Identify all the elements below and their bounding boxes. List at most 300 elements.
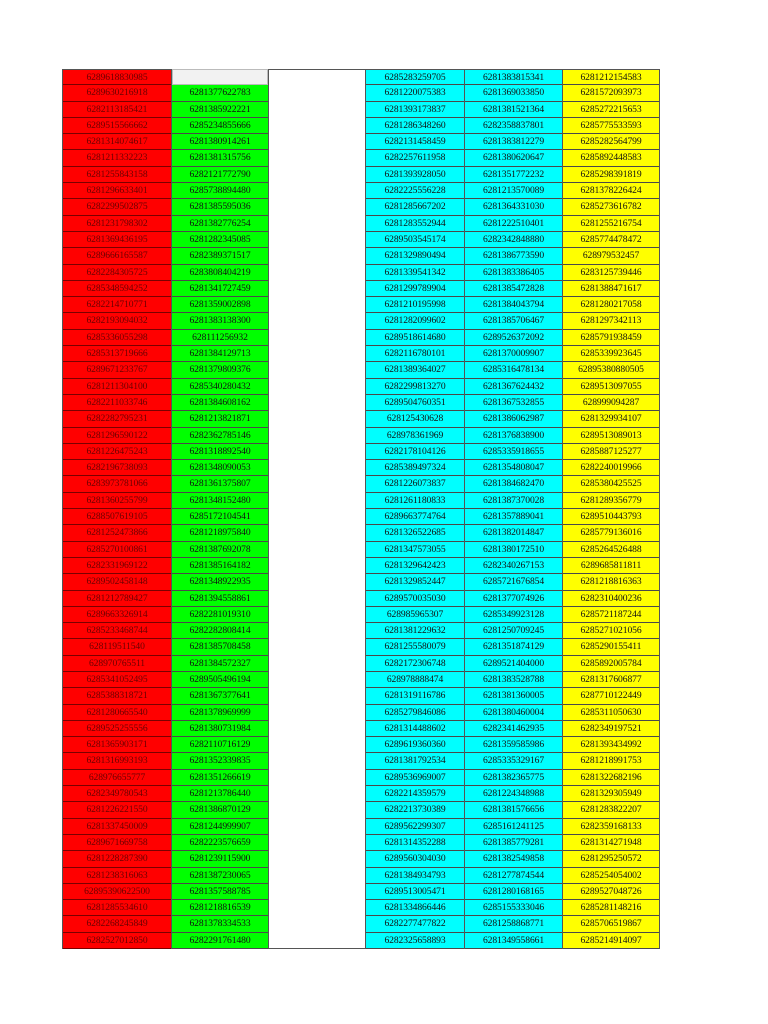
- cell[interactable]: 6285290155411: [563, 639, 659, 655]
- cell[interactable]: 6285233468744: [63, 623, 171, 639]
- cell[interactable]: 6282131458459: [366, 134, 464, 150]
- cell[interactable]: 6285161241125: [465, 819, 562, 835]
- cell[interactable]: 6282116780101: [366, 346, 464, 362]
- cell[interactable]: 6285887125277: [563, 444, 659, 460]
- cell[interactable]: 6283125739446: [563, 265, 659, 281]
- cell[interactable]: 6281393434992: [563, 737, 659, 753]
- cell[interactable]: 6281211332223: [63, 150, 171, 166]
- cell[interactable]: 6281393173837: [366, 102, 464, 118]
- cell[interactable]: 6282358837801: [465, 118, 562, 134]
- cell[interactable]: 6281231798302: [63, 216, 171, 232]
- cell[interactable]: 6285779136016: [563, 525, 659, 541]
- cell[interactable]: 6281252473866: [63, 525, 171, 541]
- cell[interactable]: 6281285534610: [63, 900, 171, 916]
- cell[interactable]: 6281213786440: [172, 786, 268, 802]
- cell[interactable]: 6282268245849: [63, 916, 171, 932]
- cell[interactable]: 6282172306748: [366, 656, 464, 672]
- cell[interactable]: 6282299813270: [366, 379, 464, 395]
- cell[interactable]: 6281387692078: [172, 542, 268, 558]
- cell[interactable]: 628976655777: [63, 770, 171, 786]
- cell[interactable]: 6281218816539: [172, 900, 268, 916]
- cell[interactable]: 6281387370028: [465, 493, 562, 509]
- cell[interactable]: 6281314074617: [63, 134, 171, 150]
- cell[interactable]: 6281283822207: [563, 802, 659, 818]
- cell[interactable]: 6281369436195: [63, 232, 171, 248]
- cell[interactable]: 6281280665540: [63, 705, 171, 721]
- cell[interactable]: 6281382365775: [465, 770, 562, 786]
- cell[interactable]: 6281380620647: [465, 150, 562, 166]
- cell[interactable]: 6282299502875: [63, 199, 171, 215]
- cell[interactable]: 6281367532855: [465, 395, 562, 411]
- cell[interactable]: 6289671669758: [63, 835, 171, 851]
- cell[interactable]: 6282281019310: [172, 607, 268, 623]
- cell[interactable]: 6281317606877: [563, 672, 659, 688]
- cell[interactable]: 6281226221550: [63, 802, 171, 818]
- cell[interactable]: [269, 85, 365, 101]
- cell[interactable]: 6281383138300: [172, 313, 268, 329]
- cell[interactable]: 6281378226424: [563, 183, 659, 199]
- cell[interactable]: [269, 558, 365, 574]
- cell[interactable]: [269, 330, 365, 346]
- cell[interactable]: [269, 362, 365, 378]
- cell[interactable]: 6281364331030: [465, 199, 562, 215]
- cell[interactable]: 6281277874544: [465, 868, 562, 884]
- cell[interactable]: [269, 737, 365, 753]
- cell[interactable]: 6281337450009: [63, 819, 171, 835]
- cell[interactable]: 6281255216754: [563, 216, 659, 232]
- cell[interactable]: 6285348594252: [63, 281, 171, 297]
- cell[interactable]: 6282349197521: [563, 721, 659, 737]
- cell[interactable]: [269, 623, 365, 639]
- cell[interactable]: 6281351266619: [172, 770, 268, 786]
- cell[interactable]: 6285264526488: [563, 542, 659, 558]
- cell[interactable]: 6281378334533: [172, 916, 268, 932]
- cell[interactable]: 6281357889041: [465, 509, 562, 525]
- cell[interactable]: 6281329642423: [366, 558, 464, 574]
- cell[interactable]: 6285234855666: [172, 118, 268, 134]
- cell[interactable]: 6281289356779: [563, 493, 659, 509]
- cell[interactable]: 6289525255556: [63, 721, 171, 737]
- cell[interactable]: 6289513089013: [563, 428, 659, 444]
- cell[interactable]: [269, 525, 365, 541]
- cell[interactable]: 6281388471617: [563, 281, 659, 297]
- cell[interactable]: 6281380460004: [465, 705, 562, 721]
- cell[interactable]: 6281367624432: [465, 379, 562, 395]
- cell[interactable]: 6285254054002: [563, 868, 659, 884]
- cell[interactable]: 6281384682470: [465, 476, 562, 492]
- cell[interactable]: 6281211304100: [63, 379, 171, 395]
- cell[interactable]: 6281369033850: [465, 85, 562, 101]
- cell[interactable]: 6289562299307: [366, 819, 464, 835]
- cell[interactable]: 6285774478472: [563, 232, 659, 248]
- cell[interactable]: [269, 639, 365, 655]
- cell[interactable]: [269, 118, 365, 134]
- cell[interactable]: 6281365903171: [63, 737, 171, 753]
- cell[interactable]: 628978888474: [366, 672, 464, 688]
- cell[interactable]: 6282340267153: [465, 558, 562, 574]
- cell[interactable]: 6288507619105: [63, 509, 171, 525]
- cell[interactable]: 6281213570089: [465, 183, 562, 199]
- cell[interactable]: 6281244999907: [172, 819, 268, 835]
- cell[interactable]: 6285279846086: [366, 705, 464, 721]
- cell[interactable]: 6281378969999: [172, 705, 268, 721]
- cell[interactable]: 6282196738093: [63, 460, 171, 476]
- cell[interactable]: 62895380880505: [563, 362, 659, 378]
- cell[interactable]: 6283973781066: [63, 476, 171, 492]
- cell[interactable]: [269, 916, 365, 932]
- cell[interactable]: 6281213821871: [172, 411, 268, 427]
- cell[interactable]: 6281329890494: [366, 248, 464, 264]
- cell[interactable]: 6281382014847: [465, 525, 562, 541]
- cell[interactable]: 6281389364027: [366, 362, 464, 378]
- cell[interactable]: 6289630216918: [63, 85, 171, 101]
- cell[interactable]: [269, 900, 365, 916]
- cell[interactable]: 6282341462935: [465, 721, 562, 737]
- cell[interactable]: 6281329852447: [366, 574, 464, 590]
- cell[interactable]: 6281384572327: [172, 656, 268, 672]
- cell[interactable]: [269, 248, 365, 264]
- cell[interactable]: 6282223576659: [172, 835, 268, 851]
- cell[interactable]: 6281380172510: [465, 542, 562, 558]
- cell[interactable]: 6285775533593: [563, 118, 659, 134]
- cell[interactable]: 6281381315756: [172, 150, 268, 166]
- cell[interactable]: 6289504760351: [366, 395, 464, 411]
- cell[interactable]: 6281210195998: [366, 297, 464, 313]
- cell[interactable]: 6281329934107: [563, 411, 659, 427]
- cell[interactable]: 6281382776254: [172, 216, 268, 232]
- cell[interactable]: 6281322682196: [563, 770, 659, 786]
- cell[interactable]: 6282193094032: [63, 313, 171, 329]
- cell[interactable]: [269, 69, 365, 85]
- cell[interactable]: [269, 199, 365, 215]
- cell[interactable]: 6281238316063: [63, 868, 171, 884]
- cell[interactable]: 6282178104126: [366, 444, 464, 460]
- cell[interactable]: 6285283259705: [366, 69, 464, 85]
- cell[interactable]: [269, 933, 365, 949]
- cell[interactable]: 6289527048726: [563, 884, 659, 900]
- cell[interactable]: 6281370009907: [465, 346, 562, 362]
- cell[interactable]: 6281382549858: [465, 851, 562, 867]
- cell[interactable]: 6281383815341: [465, 69, 562, 85]
- cell[interactable]: 6282225556228: [366, 183, 464, 199]
- cell[interactable]: 6281212154583: [563, 69, 659, 85]
- cell[interactable]: [269, 460, 365, 476]
- cell[interactable]: 6282282808414: [172, 623, 268, 639]
- cell[interactable]: 6282211033746: [63, 395, 171, 411]
- cell[interactable]: [269, 819, 365, 835]
- cell[interactable]: 6281283552944: [366, 216, 464, 232]
- cell[interactable]: 6281314352288: [366, 835, 464, 851]
- cell[interactable]: 6282342848880: [465, 232, 562, 248]
- cell[interactable]: 6281258868771: [465, 916, 562, 932]
- cell[interactable]: [269, 265, 365, 281]
- cell[interactable]: [269, 509, 365, 525]
- cell[interactable]: [269, 232, 365, 248]
- cell[interactable]: 6289502458148: [63, 574, 171, 590]
- cell[interactable]: 6282214710771: [63, 297, 171, 313]
- cell[interactable]: 6281218975840: [172, 525, 268, 541]
- cell[interactable]: 628985965307: [366, 607, 464, 623]
- cell[interactable]: 6285336055298: [63, 330, 171, 346]
- cell[interactable]: 6285892005784: [563, 656, 659, 672]
- cell[interactable]: 6281285667202: [366, 199, 464, 215]
- cell[interactable]: 6289518614680: [366, 330, 464, 346]
- cell[interactable]: 6289663326914: [63, 607, 171, 623]
- cell[interactable]: 6281385779281: [465, 835, 562, 851]
- cell[interactable]: 6289685811811: [563, 558, 659, 574]
- cell[interactable]: 6285791938459: [563, 330, 659, 346]
- cell[interactable]: [269, 150, 365, 166]
- cell[interactable]: 6281282345085: [172, 232, 268, 248]
- cell[interactable]: 6281361375807: [172, 476, 268, 492]
- cell[interactable]: 6281383386405: [465, 265, 562, 281]
- cell[interactable]: 6289618830985: [63, 69, 171, 85]
- cell[interactable]: 6281314271948: [563, 835, 659, 851]
- cell[interactable]: 6281319116786: [366, 688, 464, 704]
- cell[interactable]: 6281384129713: [172, 346, 268, 362]
- cell[interactable]: 6289503545174: [366, 232, 464, 248]
- cell[interactable]: [269, 802, 365, 818]
- cell[interactable]: 6285155333046: [465, 900, 562, 916]
- cell[interactable]: 628125430628: [366, 411, 464, 427]
- cell[interactable]: 6289515566662: [63, 118, 171, 134]
- cell[interactable]: [269, 183, 365, 199]
- cell[interactable]: [269, 216, 365, 232]
- cell[interactable]: [269, 297, 365, 313]
- cell[interactable]: 6281394558861: [172, 591, 268, 607]
- cell[interactable]: [269, 705, 365, 721]
- cell[interactable]: 6281384934793: [366, 868, 464, 884]
- cell[interactable]: 6282389371517: [172, 248, 268, 264]
- cell[interactable]: 6285272215653: [563, 102, 659, 118]
- cell[interactable]: [269, 281, 365, 297]
- cell[interactable]: [269, 574, 365, 590]
- cell[interactable]: 6281261180833: [366, 493, 464, 509]
- cell[interactable]: 6281386870129: [172, 802, 268, 818]
- cell[interactable]: 6285298391819: [563, 167, 659, 183]
- cell[interactable]: 6281348152480: [172, 493, 268, 509]
- cell[interactable]: 6281359002898: [172, 297, 268, 313]
- cell[interactable]: 6285380425525: [563, 476, 659, 492]
- cell[interactable]: 6281299789904: [366, 281, 464, 297]
- cell[interactable]: 6281385706467: [465, 313, 562, 329]
- cell[interactable]: 6281218816363: [563, 574, 659, 590]
- cell[interactable]: 6285270100861: [63, 542, 171, 558]
- cell[interactable]: 6285335918655: [465, 444, 562, 460]
- cell[interactable]: 6289510443793: [563, 509, 659, 525]
- cell[interactable]: 6282284305725: [63, 265, 171, 281]
- cell[interactable]: 6281376838900: [465, 428, 562, 444]
- cell[interactable]: 6282113185421: [63, 102, 171, 118]
- cell[interactable]: 628119511540: [63, 639, 171, 655]
- cell[interactable]: 6285313719666: [63, 346, 171, 362]
- cell[interactable]: 628111256932: [172, 330, 268, 346]
- cell[interactable]: 6281387230065: [172, 868, 268, 884]
- cell[interactable]: 6285389497324: [366, 460, 464, 476]
- cell[interactable]: 6282240019966: [563, 460, 659, 476]
- cell[interactable]: [269, 542, 365, 558]
- cell[interactable]: [269, 607, 365, 623]
- cell[interactable]: 6281226475243: [63, 444, 171, 460]
- cell[interactable]: 6281348922935: [172, 574, 268, 590]
- cell[interactable]: [269, 102, 365, 118]
- cell[interactable]: 6282331969122: [63, 558, 171, 574]
- cell[interactable]: 6285282564799: [563, 134, 659, 150]
- cell[interactable]: 6282110716129: [172, 737, 268, 753]
- cell[interactable]: 6281239115900: [172, 851, 268, 867]
- cell[interactable]: 6289666165587: [63, 248, 171, 264]
- cell[interactable]: 628999094287: [563, 395, 659, 411]
- cell[interactable]: [269, 167, 365, 183]
- cell[interactable]: 6281218991753: [563, 753, 659, 769]
- cell[interactable]: 6289560304030: [366, 851, 464, 867]
- cell[interactable]: 6281381792534: [366, 753, 464, 769]
- cell[interactable]: [269, 411, 365, 427]
- cell[interactable]: 6285271021056: [563, 623, 659, 639]
- cell[interactable]: 6289513005471: [366, 884, 464, 900]
- cell[interactable]: 6281224348988: [465, 786, 562, 802]
- cell[interactable]: 6289570035030: [366, 591, 464, 607]
- cell[interactable]: 6289505496194: [172, 672, 268, 688]
- cell[interactable]: 6282291761480: [172, 933, 268, 949]
- cell[interactable]: 6285172104541: [172, 509, 268, 525]
- cell[interactable]: 6281295250572: [563, 851, 659, 867]
- cell[interactable]: 6281354808047: [465, 460, 562, 476]
- cell[interactable]: 6281339541342: [366, 265, 464, 281]
- cell[interactable]: [269, 379, 365, 395]
- cell[interactable]: 6281381521364: [465, 102, 562, 118]
- cell[interactable]: 6281220075383: [366, 85, 464, 101]
- cell[interactable]: 6281351874129: [465, 639, 562, 655]
- cell[interactable]: 6282121772790: [172, 167, 268, 183]
- cell[interactable]: 6289671233767: [63, 362, 171, 378]
- cell[interactable]: 6281349558661: [465, 933, 562, 949]
- cell[interactable]: 6287710122449: [563, 688, 659, 704]
- cell[interactable]: 6285341052495: [63, 672, 171, 688]
- cell[interactable]: [269, 591, 365, 607]
- cell[interactable]: 6285311050630: [563, 705, 659, 721]
- cell[interactable]: 6281360255799: [63, 493, 171, 509]
- cell[interactable]: 6285339923645: [563, 346, 659, 362]
- cell[interactable]: 6285721676854: [465, 574, 562, 590]
- cell[interactable]: [269, 851, 365, 867]
- cell[interactable]: 6281386773590: [465, 248, 562, 264]
- cell[interactable]: 628970765511: [63, 656, 171, 672]
- cell[interactable]: [269, 656, 365, 672]
- cell[interactable]: [269, 476, 365, 492]
- cell[interactable]: [269, 134, 365, 150]
- cell[interactable]: 62895390622500: [63, 884, 171, 900]
- cell[interactable]: [269, 786, 365, 802]
- cell[interactable]: 6282277477822: [366, 916, 464, 932]
- cell[interactable]: 6282214359579: [366, 786, 464, 802]
- cell[interactable]: 6281280217058: [563, 297, 659, 313]
- cell[interactable]: 6289536969007: [366, 770, 464, 786]
- cell[interactable]: 6281385922221: [172, 102, 268, 118]
- cell[interactable]: 6281393928050: [366, 167, 464, 183]
- cell[interactable]: 6281357588785: [172, 884, 268, 900]
- cell[interactable]: [269, 395, 365, 411]
- cell[interactable]: 6281255580079: [366, 639, 464, 655]
- cell[interactable]: 6285721187244: [563, 607, 659, 623]
- cell[interactable]: 6281334866446: [366, 900, 464, 916]
- cell[interactable]: 6282257611958: [366, 150, 464, 166]
- cell[interactable]: 6285388318721: [63, 688, 171, 704]
- cell[interactable]: 6281297342113: [563, 313, 659, 329]
- cell[interactable]: 6285281148216: [563, 900, 659, 916]
- cell[interactable]: 6289521404000: [465, 656, 562, 672]
- cell[interactable]: 6281316993193: [63, 753, 171, 769]
- cell[interactable]: 6289619360360: [366, 737, 464, 753]
- cell[interactable]: 6281226073837: [366, 476, 464, 492]
- cell[interactable]: [269, 346, 365, 362]
- cell[interactable]: 6285273616782: [563, 199, 659, 215]
- cell[interactable]: 6281380914261: [172, 134, 268, 150]
- cell[interactable]: 6281255843158: [63, 167, 171, 183]
- cell[interactable]: 6281367377641: [172, 688, 268, 704]
- cell[interactable]: 6281250709245: [465, 623, 562, 639]
- cell[interactable]: 6285738894480: [172, 183, 268, 199]
- cell[interactable]: 6282310400236: [563, 591, 659, 607]
- cell[interactable]: 6285316478134: [465, 362, 562, 378]
- cell[interactable]: 6282359168133: [563, 819, 659, 835]
- cell[interactable]: [172, 69, 268, 85]
- cell[interactable]: 6281377074926: [465, 591, 562, 607]
- cell[interactable]: [269, 672, 365, 688]
- cell[interactable]: 6285706519867: [563, 916, 659, 932]
- cell[interactable]: [269, 493, 365, 509]
- cell[interactable]: 6289513097055: [563, 379, 659, 395]
- cell[interactable]: 6282213730389: [366, 802, 464, 818]
- cell[interactable]: 6285349923128: [465, 607, 562, 623]
- cell[interactable]: 628978361969: [366, 428, 464, 444]
- cell[interactable]: 6282282795231: [63, 411, 171, 427]
- cell[interactable]: 6281347573055: [366, 542, 464, 558]
- cell[interactable]: 6281381576656: [465, 802, 562, 818]
- cell[interactable]: 6281228287390: [63, 851, 171, 867]
- cell[interactable]: 6281384608162: [172, 395, 268, 411]
- cell[interactable]: [269, 835, 365, 851]
- cell[interactable]: 6281380731984: [172, 721, 268, 737]
- cell[interactable]: 6281341727459: [172, 281, 268, 297]
- cell[interactable]: 6289663774764: [366, 509, 464, 525]
- cell[interactable]: 6285335329167: [465, 753, 562, 769]
- cell[interactable]: 6281385708458: [172, 639, 268, 655]
- cell[interactable]: 6281351772232: [465, 167, 562, 183]
- cell[interactable]: 6283808404219: [172, 265, 268, 281]
- cell[interactable]: 6281572093973: [563, 85, 659, 101]
- cell[interactable]: [269, 313, 365, 329]
- cell[interactable]: 6282527012850: [63, 933, 171, 949]
- cell[interactable]: 6281296633401: [63, 183, 171, 199]
- cell[interactable]: 6281385472828: [465, 281, 562, 297]
- cell[interactable]: [269, 884, 365, 900]
- cell[interactable]: 6281383812279: [465, 134, 562, 150]
- cell[interactable]: 6285892448583: [563, 150, 659, 166]
- cell[interactable]: 6282362785146: [172, 428, 268, 444]
- cell[interactable]: [269, 770, 365, 786]
- cell[interactable]: 6281318892540: [172, 444, 268, 460]
- cell[interactable]: 6282349780543: [63, 786, 171, 802]
- cell[interactable]: 6281296590122: [63, 428, 171, 444]
- cell[interactable]: 6281381360005: [465, 688, 562, 704]
- cell[interactable]: 6281329305949: [563, 786, 659, 802]
- cell[interactable]: [269, 753, 365, 769]
- cell[interactable]: 6285214914097: [563, 933, 659, 949]
- cell[interactable]: 628979532457: [563, 248, 659, 264]
- cell[interactable]: [269, 721, 365, 737]
- cell[interactable]: [269, 428, 365, 444]
